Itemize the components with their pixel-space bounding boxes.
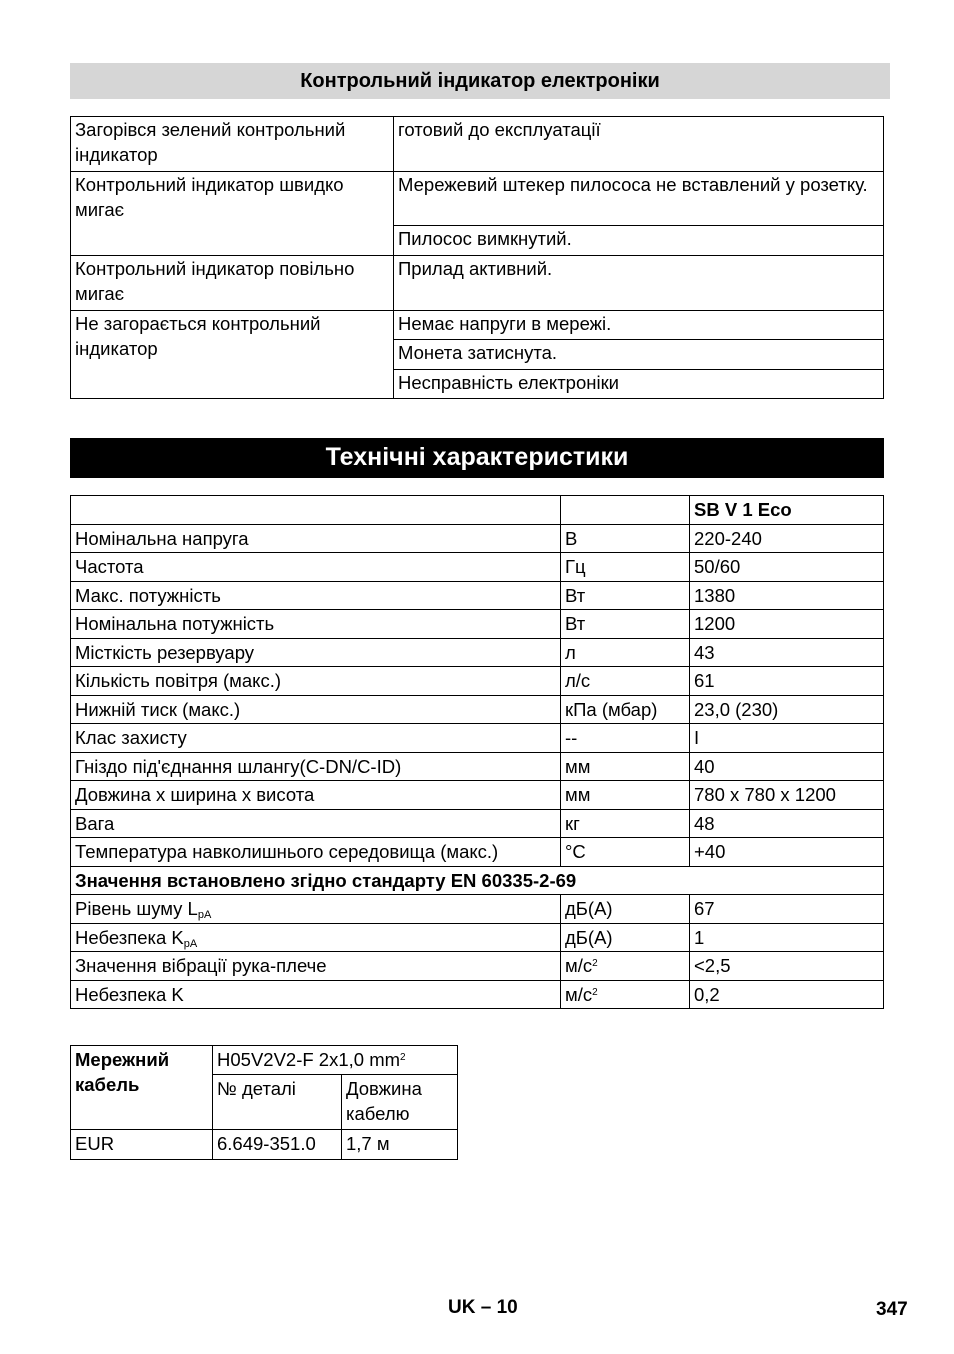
spec-name xyxy=(71,923,561,952)
indicator-section-title: Контрольний індикатор електроніки xyxy=(70,63,890,99)
spec-unit xyxy=(561,980,690,1009)
cable-spec-superscript: 2 xyxy=(400,1052,406,1063)
spec-name: Номінальна напруга xyxy=(71,524,561,553)
spec-unit: л xyxy=(561,638,690,667)
cable-col-part: № деталі xyxy=(213,1075,342,1130)
spec-unit: дБ(А) xyxy=(561,895,690,924)
spec-name: Макс. потужність xyxy=(71,581,561,610)
cable-part-number: 6.649-351.0 xyxy=(213,1130,342,1160)
spec-unit: кг xyxy=(561,809,690,838)
indicator-meaning: Пилосос вимкнутий. xyxy=(394,226,884,256)
spec-unit: кПа (мбар) xyxy=(561,695,690,724)
spec-name: Місткість резервуару xyxy=(71,638,561,667)
spec-name: Клас захисту xyxy=(71,724,561,753)
spec-value: 23,0 (230) xyxy=(690,695,884,724)
spec-name: Номінальна потужність xyxy=(71,610,561,639)
spec-value: 1 xyxy=(690,923,884,952)
spec-superscript: 2 xyxy=(592,986,598,998)
spec-name: Кількість повітря (макс.) xyxy=(71,667,561,696)
cable-label: Мережний кабель xyxy=(71,1046,213,1130)
page-number: 347 xyxy=(876,1299,908,1320)
spec-value: 220-240 xyxy=(690,524,884,553)
spec-name-text: Небезпека K xyxy=(75,926,184,948)
indicator-meaning: Несправність електроніки xyxy=(394,370,884,399)
spec-value: 67 xyxy=(690,895,884,924)
cable-spec-text: H05V2V2-F 2x1,0 mm xyxy=(217,1049,401,1070)
spec-unit: дБ(А) xyxy=(561,923,690,952)
spec-unit: л/с xyxy=(561,667,690,696)
indicator-table xyxy=(70,116,884,399)
spec-table xyxy=(70,495,884,1009)
cable-length: 1,7 м xyxy=(342,1130,458,1160)
indicator-state: Не загорається контрольний індикатор xyxy=(71,311,394,399)
indicator-meaning: Прилад активний. xyxy=(394,256,884,311)
cable-region: EUR xyxy=(71,1130,213,1160)
spec-unit: Гц xyxy=(561,553,690,582)
spec-value: 48 xyxy=(690,809,884,838)
spec-name: Значення вібрації рука-плече xyxy=(71,952,561,981)
spec-value: 780 x 780 x 1200 xyxy=(690,781,884,810)
spec-model: SB V 1 Eco xyxy=(690,496,884,525)
spec-value: 61 xyxy=(690,667,884,696)
footer-section-label: UK – 10 xyxy=(448,1297,518,1318)
indicator-meaning: Немає напруги в мережі. xyxy=(394,311,884,340)
spec-unit: мм xyxy=(561,781,690,810)
spec-name: Довжина х ширина х висота xyxy=(71,781,561,810)
spec-value: 1380 xyxy=(690,581,884,610)
spec-name: Небезпека K xyxy=(71,980,561,1009)
cable-spec xyxy=(213,1046,458,1075)
spec-subscript: pA xyxy=(197,909,212,921)
spec-name-text: Рівень шуму L xyxy=(75,898,198,919)
indicator-state: Загорівся зелений контрольний індикатор xyxy=(71,117,394,172)
spec-value: 50/60 xyxy=(690,553,884,582)
spec-unit: -- xyxy=(561,724,690,753)
spec-name: Гніздо під'єднання шлангу(C-DN/C-ID) xyxy=(71,752,561,781)
indicator-meaning: Мережевий штекер пилососа не вставлений у розетку. xyxy=(394,172,884,226)
spec-header-empty xyxy=(71,496,561,525)
spec-unit: Вт xyxy=(561,610,690,639)
spec-value: 1200 xyxy=(690,610,884,639)
spec-unit: В xyxy=(561,524,690,553)
spec-header-empty xyxy=(561,496,690,525)
tech-section-title: Технічні характеристики xyxy=(70,438,884,478)
spec-subscript: pA xyxy=(183,937,198,950)
standard-heading: Значення встановлено згідно стандарту EN 60335-2-69 xyxy=(71,866,884,895)
spec-value: +40 xyxy=(690,838,884,867)
spec-value: <2,5 xyxy=(690,952,884,981)
spec-name: Нижній тиск (макс.) xyxy=(71,695,561,724)
spec-unit: мм xyxy=(561,752,690,781)
spec-unit xyxy=(561,952,690,981)
spec-value: 43 xyxy=(690,638,884,667)
spec-name: Частота xyxy=(71,553,561,582)
spec-name xyxy=(71,895,561,924)
spec-name: Вага xyxy=(71,809,561,838)
spec-superscript: 2 xyxy=(592,958,598,969)
spec-unit: °C xyxy=(561,838,690,867)
indicator-state: Контрольний індикатор повільно мигає xyxy=(71,256,394,311)
indicator-state: Контрольний індикатор швидко мигає xyxy=(71,172,394,256)
spec-unit-text: м/с xyxy=(565,955,593,976)
spec-unit-text: м/с xyxy=(565,983,593,1005)
indicator-meaning: Монета затиснута. xyxy=(394,340,884,370)
spec-name: Температура навколишнього середовища (макс.) xyxy=(71,838,561,867)
spec-value: I xyxy=(690,724,884,753)
cable-col-length: Довжина кабелю xyxy=(342,1075,458,1130)
indicator-meaning: готовий до експлуатації xyxy=(394,117,884,172)
cable-table xyxy=(70,1045,458,1160)
spec-unit: Вт xyxy=(561,581,690,610)
spec-value: 40 xyxy=(690,752,884,781)
spec-value: 0,2 xyxy=(690,980,884,1009)
